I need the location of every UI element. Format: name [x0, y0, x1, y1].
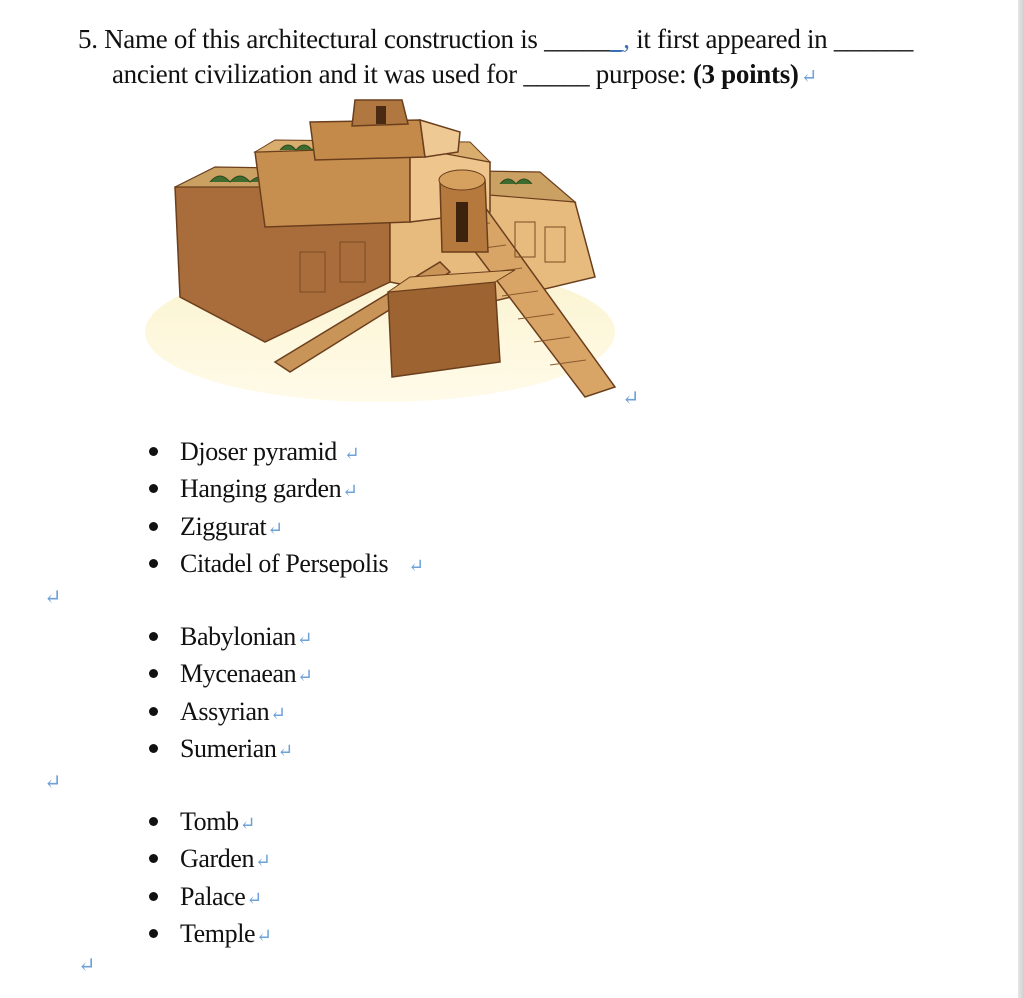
gate-door [456, 202, 468, 242]
tier3-side [420, 120, 460, 157]
paragraph-mark-icon: ↵ [408, 555, 424, 577]
page-edge-shadow [1018, 0, 1024, 998]
paragraph-mark-icon: ↵ [255, 851, 271, 873]
question-text-1b: it first appeared in [636, 24, 828, 54]
question-text-2a: ancient civilization and it was used for [112, 59, 517, 89]
bullet-icon [149, 484, 158, 493]
ziggurat-illustration [140, 92, 620, 402]
answer-blank-1[interactable]: _____ [544, 24, 611, 54]
paragraph-mark-icon: ↵ [78, 953, 96, 977]
bullet-icon [149, 929, 158, 938]
front-block [388, 282, 500, 377]
paragraph-mark-icon: ↵ [622, 386, 640, 410]
bullet-icon [149, 522, 158, 531]
paragraph-mark-icon: ↵ [800, 66, 818, 88]
gate-dome [439, 170, 485, 190]
paragraph-mark-icon: ↵ [297, 666, 313, 688]
shrine-door [376, 106, 386, 124]
bullet-icon [149, 559, 158, 568]
question-text-1a: Name of this architectural construction is [104, 24, 538, 54]
bullet-icon [149, 817, 158, 826]
question-text-2b: purpose: [595, 59, 687, 89]
answer-blank-2[interactable]: _, [610, 24, 630, 54]
purpose-options-list [146, 803, 272, 952]
paragraph-mark-icon: ↵ [256, 925, 272, 947]
option-djoser-pyramid[interactable]: Djoser pyramid ↵ [146, 433, 424, 470]
option-hanging-garden[interactable]: Hanging garden↵ [146, 470, 424, 507]
option-palace[interactable]: Palace↵ [146, 878, 272, 915]
paragraph-mark-icon: ↵ [270, 703, 286, 725]
bullet-icon [149, 854, 158, 863]
bullet-icon [149, 669, 158, 678]
option-citadel-of-persepolis[interactable]: Citadel of Persepolis ↵ [146, 545, 424, 582]
paragraph-mark-icon: ↵ [246, 888, 262, 910]
bullet-icon [149, 707, 158, 716]
paragraph-mark-icon: ↵ [267, 518, 283, 540]
option-temple[interactable]: Temple↵ [146, 915, 272, 952]
bullet-icon [149, 744, 158, 753]
question-line-1 [78, 22, 913, 56]
option-babylonian[interactable]: Babylonian↵ [146, 618, 313, 655]
bullet-icon [149, 632, 158, 641]
question-number: 5. [78, 24, 98, 54]
paragraph-mark-icon: ↵ [44, 585, 62, 609]
structure-options-list [146, 433, 424, 582]
option-sumerian[interactable]: Sumerian↵ [146, 730, 313, 767]
option-tomb[interactable]: Tomb↵ [146, 803, 272, 840]
paragraph-mark-icon: ↵ [277, 740, 293, 762]
option-garden[interactable]: Garden↵ [146, 840, 272, 877]
paragraph-mark-icon: ↵ [343, 444, 360, 465]
paragraph-mark-icon: ↵ [44, 770, 62, 794]
paragraph-mark-icon: ↵ [296, 629, 313, 650]
paragraph-mark-icon: ↵ [342, 481, 358, 503]
option-mycenaean[interactable]: Mycenaean↵ [146, 655, 313, 692]
paragraph-mark-icon: ↵ [239, 814, 256, 835]
answer-blank-3[interactable]: ______ [833, 24, 914, 54]
civilization-options-list [146, 618, 313, 767]
answer-blank-4[interactable]: _____ [523, 59, 590, 89]
bullet-icon [149, 892, 158, 901]
option-assyrian[interactable]: Assyrian↵ [146, 693, 313, 730]
option-ziggurat[interactable]: Ziggurat↵ [146, 508, 424, 545]
points-label: (3 points) [692, 59, 799, 89]
bullet-icon [149, 447, 158, 456]
question-line-2 [112, 57, 817, 94]
